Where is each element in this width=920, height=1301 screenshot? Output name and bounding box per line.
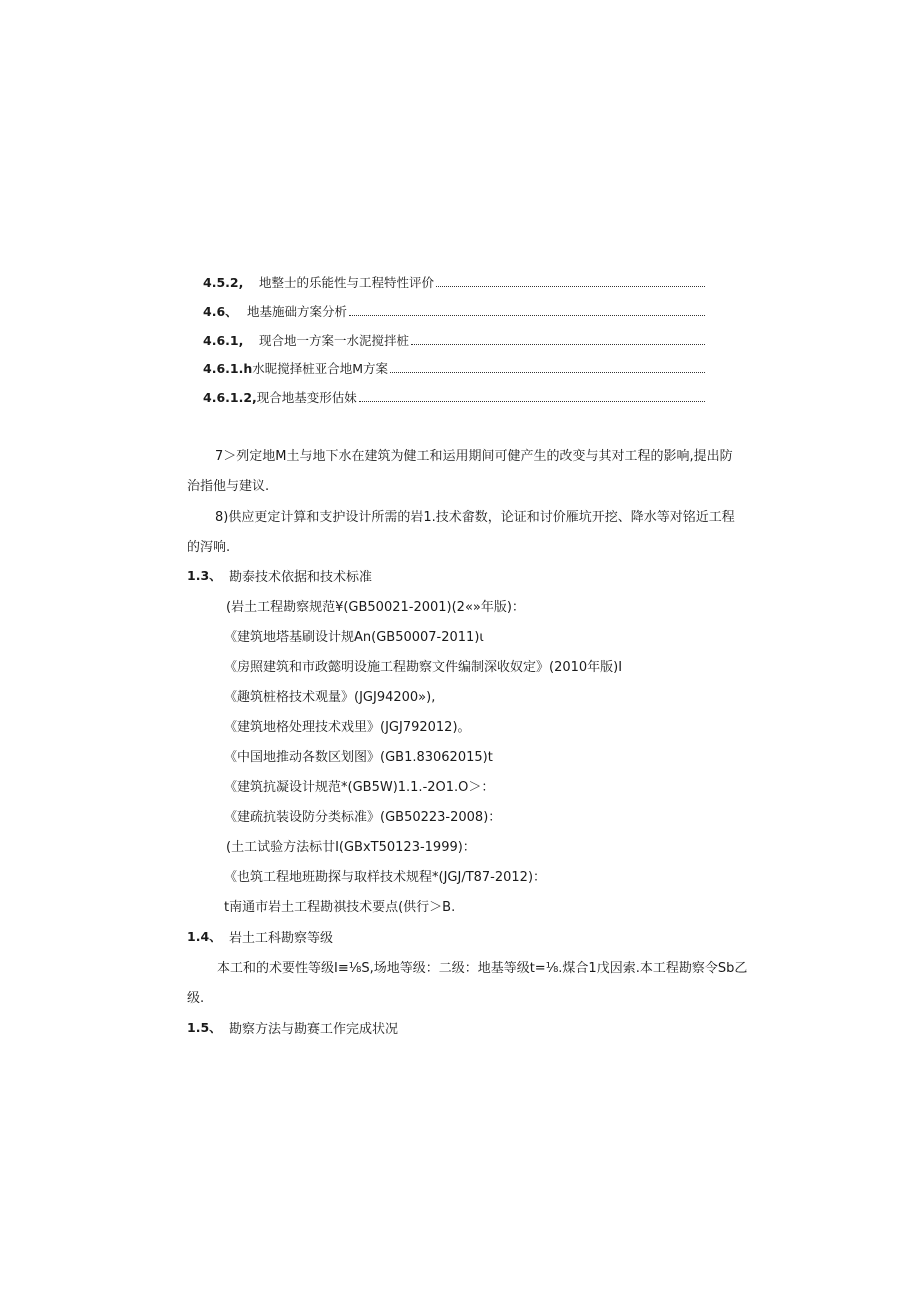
- section-1-5-title: 勘察方法与勘赛工作完成状况: [229, 1022, 399, 1037]
- toc-entry: [203, 388, 705, 406]
- reference-item: 《建疏抗装设防分类标准》(GB50223-2008)：: [224, 810, 502, 825]
- toc-leader: [436, 285, 705, 287]
- paragraph-7-line-1: 7＞列定地M土与地下水在建筑为健工和运用期间可健产生的改变与其对工程的影响,提出防: [215, 449, 733, 464]
- toc-leader: [349, 314, 705, 316]
- toc-entry: [203, 302, 705, 320]
- reference-item: 《建筑地格处理技术戏里》(JGJ792012)。: [224, 720, 471, 735]
- toc-number: 4.6.1,: [203, 333, 244, 348]
- toc-title: 地整士的乐能性与工程特性评价: [259, 275, 435, 290]
- toc-number: 4.6.1.h: [203, 361, 253, 376]
- section-1-4-title: 岩土工科勘察等级: [229, 931, 334, 946]
- reference-item: 《建筑抗凝设计规范*(GB5W)1.1.-2O1.O＞：: [224, 780, 495, 795]
- paragraph-8-line-1: 8)供应更定计算和支护设计所需的岩1.技术畲数，论证和讨价雁坑开挖、降水等对铭近工程: [215, 510, 735, 525]
- toc-leader: [411, 343, 705, 345]
- reference-item: (土工试验方法标廿I(GBxT50123-1999)：: [226, 840, 476, 855]
- reference-item: 《房照建筑和市政懿明设施工程勘察文件编制深收奴定》(2010年版)I: [224, 660, 623, 675]
- section-1-5-number: 1.5、: [187, 1020, 222, 1035]
- reference-item: 《趣筑桩格技术观量》(JGJ94200»),: [224, 690, 436, 705]
- toc-title: 地基施础方案分析: [247, 304, 348, 319]
- reference-item: t南通市岩土工程勘祺技术要点(供行＞B.: [224, 900, 456, 915]
- section-1-3-number: 1.3、: [187, 568, 222, 583]
- paragraph-7-line-2: 治指他与建议.: [187, 479, 270, 494]
- reference-item: 《也筑工程地班勘探与取样技术规程*(JGJ∕T87-2012)：: [224, 870, 547, 885]
- toc-entry: [203, 359, 705, 377]
- toc-title: 现合地一方案一水泥搅拌桩: [259, 333, 410, 348]
- section-1-4-number: 1.4、: [187, 929, 222, 944]
- toc-number: 4.5.2,: [203, 275, 244, 290]
- paragraph-1-4-line-1: 本工和的术要性等级I≡⅛S,场地等级：二级：地基等级t=⅛.煤合1戊因索.本工程勘察令Sb乙: [217, 961, 748, 976]
- reference-item: 《中国地推动各数区划图》(GB1.83062015)t: [224, 750, 493, 765]
- reference-item: (岩土工程勘察规范¥(GB50021-2001)(2«»年版)：: [226, 600, 525, 615]
- paragraph-1-4-line-2: 级.: [187, 991, 205, 1006]
- toc-title: 水昵搅择桩亚合地M方案: [252, 361, 389, 376]
- toc-title: 现合地基变形估妹: [256, 390, 357, 405]
- toc-number: 4.6.1.2,: [203, 390, 257, 405]
- toc-leader: [390, 371, 705, 373]
- reference-item: 《建筑地塔基刷设计规An(GB50007-2011)ι: [224, 630, 484, 645]
- toc-number: 4.6、: [203, 304, 238, 319]
- toc-leader: [359, 400, 705, 402]
- section-1-3-title: 勘泰技术依据和技术标准: [229, 570, 373, 585]
- paragraph-8-line-2: 的泻响.: [187, 540, 231, 555]
- toc-entry: [203, 331, 705, 349]
- toc-entry: [203, 273, 705, 291]
